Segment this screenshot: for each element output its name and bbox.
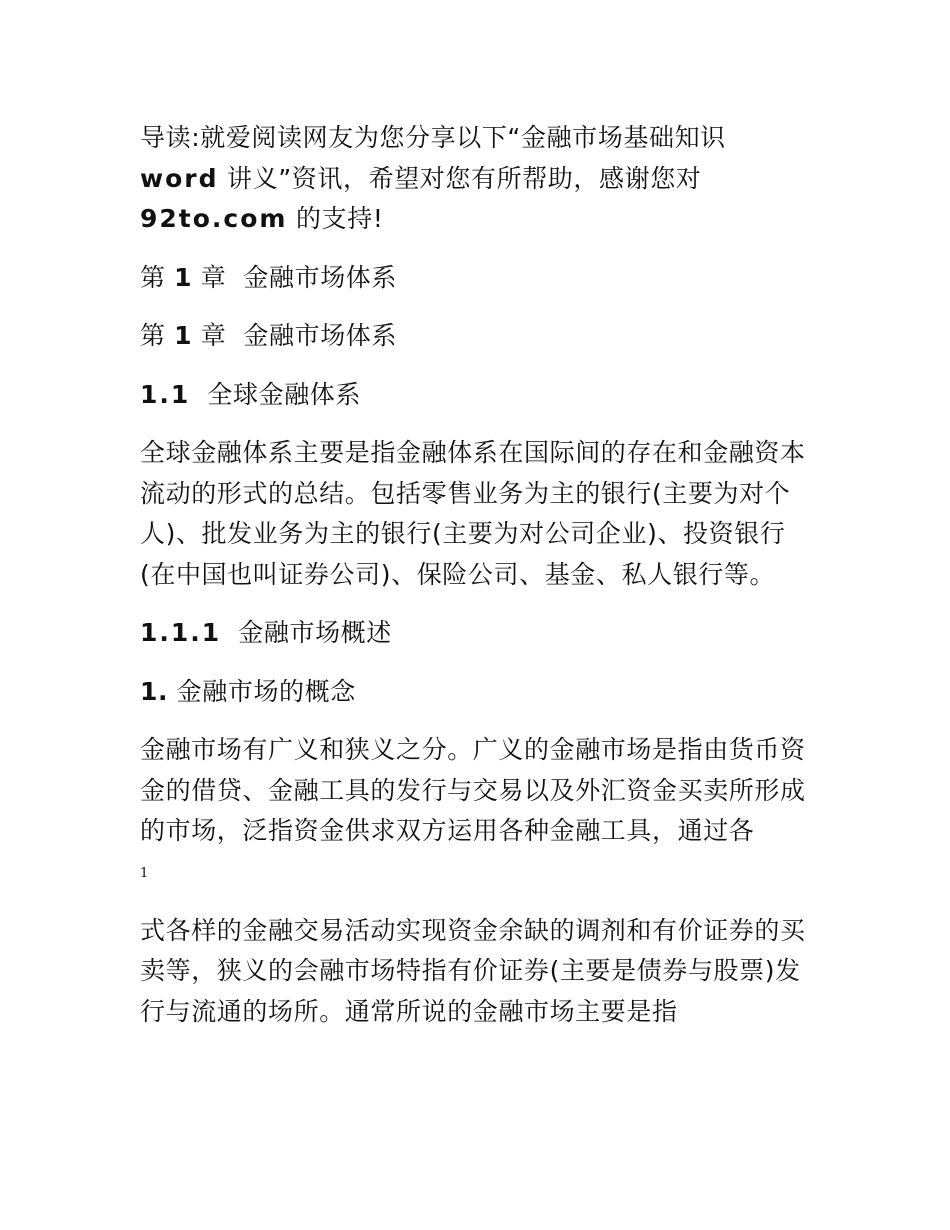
intro-word: word xyxy=(140,163,219,193)
concept-heading-title: 金融市场的概念 xyxy=(168,676,356,706)
intro-paragraph xyxy=(140,118,816,240)
section-heading xyxy=(140,375,816,416)
section-heading-title: 全球金融体系 xyxy=(190,379,361,409)
paragraph-market-definition: 金融市场有广义和狭义之分。广义的金融市场是指由货币资金的借贷、金融工具的发行与交易以及外汇资金买卖所形成的市场，泛指资金供求双方运用各种金融工具，通过各 xyxy=(140,735,806,845)
chapter-heading-title: 章 金融市场体系 xyxy=(192,262,397,292)
document-page xyxy=(140,118,816,1050)
chapter-heading-number: 1 xyxy=(174,262,193,292)
concept-heading-number: 1. xyxy=(140,676,169,706)
chapter-heading xyxy=(140,258,816,299)
subsection-heading-title: 金融市场概述 xyxy=(221,618,392,647)
concept-heading xyxy=(140,672,816,713)
intro-mid: 讲义”资讯，希望对您有所帮助，感谢您对 xyxy=(218,163,702,193)
intro-suffix: 的支持! xyxy=(287,204,384,233)
page-number: 1 xyxy=(140,865,149,881)
chapter-heading-prefix: 第 xyxy=(140,262,175,292)
chapter-heading-number: 1 xyxy=(174,321,193,350)
chapter-heading-prefix: 第 xyxy=(140,321,175,350)
subsection-heading xyxy=(140,613,816,654)
chapter-heading-title: 章 金融市场体系 xyxy=(192,321,397,350)
intro-prefix: 导读:就爱阅读网友为您分享以下“金融市场基础知识 xyxy=(140,123,726,152)
subsection-heading-number: 1.1.1 xyxy=(140,618,222,647)
chapter-heading-repeat xyxy=(140,316,816,357)
section-heading-number: 1.1 xyxy=(140,379,191,409)
paragraph-global-finance: 全球金融体系主要是指金融体系在国际间的存在和金融资本流动的形式的总结。包括零售业务为主的银行(主要为对个人)、批发业务为主的银行(主要为对公司企业)、投资银行(在中国也叫证券公司)、保险公司、基金、私人银行等。 xyxy=(140,438,806,589)
intro-site: 92to.com xyxy=(140,204,288,233)
paragraph-continuation: 式各样的金融交易活动实现资金余缺的调剂和有价证券的买卖等，狭义的会融市场特指有价证券(主要是债券与股票)发行与流通的场所。通常所说的金融市场主要是指 xyxy=(140,915,806,1026)
